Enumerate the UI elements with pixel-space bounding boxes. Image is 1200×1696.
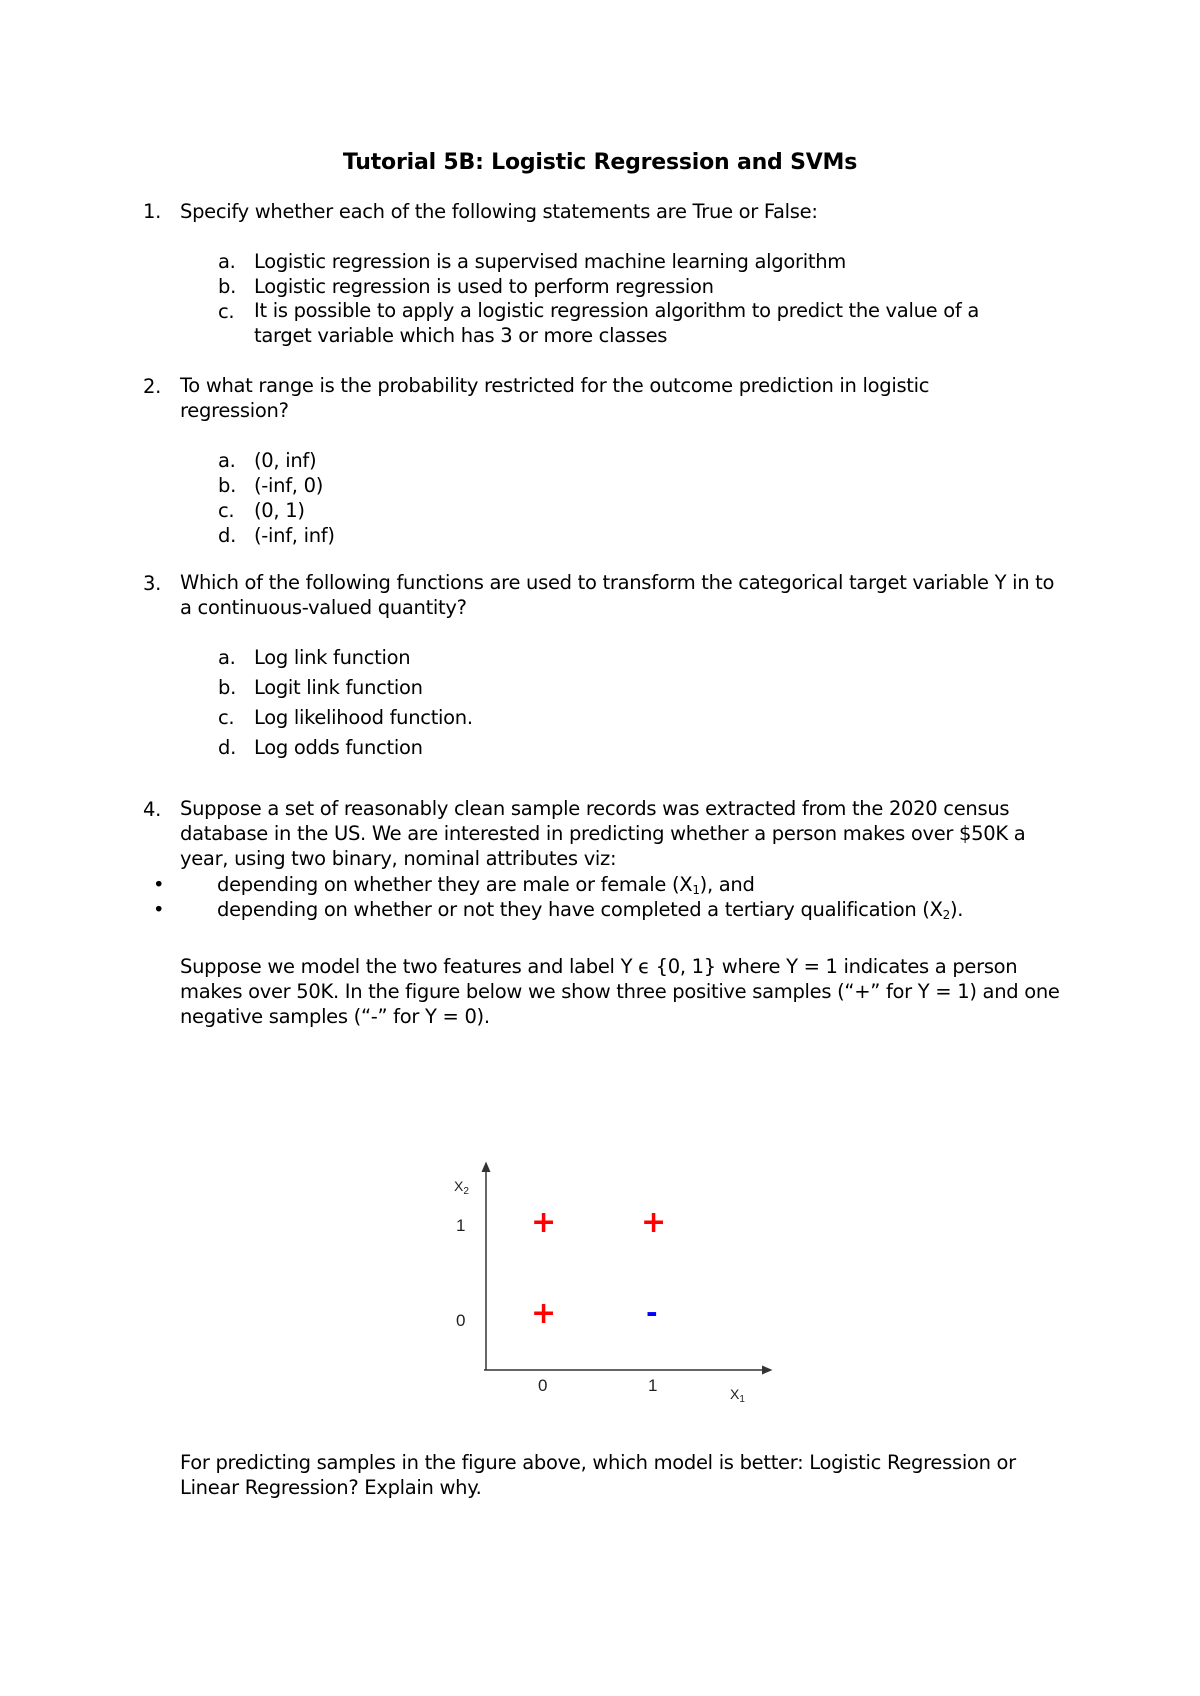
negative-sample-marker: - — [646, 1296, 658, 1329]
question-1 — [143, 198, 1063, 225]
option-text: (0, inf) — [254, 449, 317, 472]
option-letter: c. — [218, 706, 235, 729]
option-3c — [218, 704, 1038, 731]
question-text: Suppose a set of reasonably clean sample records was extracted from the 2020 census database in the US. We are interested in predicting whether a person makes over $50K a year, using two binary, nominal attributes viz: — [180, 797, 1026, 870]
option-3a — [218, 644, 1038, 671]
option-text: Logistic regression is used to perform regression — [254, 275, 714, 298]
option-2c — [218, 497, 1038, 524]
option-text: Log likelihood function. — [254, 706, 473, 729]
option-1c — [218, 298, 1018, 348]
option-2b — [218, 472, 1038, 499]
question-number: 3. — [143, 572, 162, 595]
option-text: Log odds function — [254, 736, 423, 759]
y-tick-1: 1 — [456, 1216, 466, 1235]
question-text: Which of the following functions are used to transform the categorical target variable Y in to a continuous-valued quantity? — [180, 571, 1055, 619]
option-text: Logistic regression is a supervised machine learning algorithm — [254, 250, 846, 273]
option-text: (-inf, inf) — [254, 524, 335, 547]
option-letter: c. — [218, 499, 235, 522]
positive-sample-marker: + — [531, 1205, 557, 1240]
y-tick-0: 0 — [456, 1311, 466, 1330]
option-letter: d. — [218, 736, 236, 759]
option-letter: c. — [218, 300, 235, 323]
option-text: It is possible to apply a logistic regression algorithm to predict the value of a target variable which has 3 or more classes — [254, 299, 979, 347]
scatter-figure — [440, 1150, 790, 1430]
option-text: (-inf, 0) — [254, 474, 323, 497]
bullet-icon: • — [153, 898, 165, 921]
positive-sample-marker: + — [641, 1205, 667, 1240]
option-letter: d. — [218, 524, 236, 547]
option-1a — [218, 248, 1038, 275]
question-number: 4. — [143, 798, 162, 821]
y-axis-label: $X_2$ — [454, 1178, 469, 1197]
question-text: To what range is the probability restricted for the outcome prediction in logistic regression? — [180, 374, 930, 422]
question-4 — [143, 796, 1073, 871]
question-number: 2. — [143, 375, 162, 398]
option-1b — [218, 273, 1038, 300]
question-number: 1. — [143, 200, 162, 223]
option-3d — [218, 734, 1038, 761]
bullet-icon: • — [153, 873, 165, 896]
x-tick-1: 1 — [648, 1376, 658, 1395]
positive-sample-marker: + — [531, 1296, 557, 1331]
option-2d — [218, 522, 1038, 549]
option-letter: b. — [218, 474, 236, 497]
question-text: Specify whether each of the following statements are True or False: — [180, 200, 818, 223]
option-text: Logit link function — [254, 676, 423, 699]
option-text: (0, 1) — [254, 499, 305, 522]
option-letter: b. — [218, 275, 236, 298]
option-text: Log link function — [254, 646, 411, 669]
option-letter: a. — [218, 250, 236, 273]
x-axis-label: $X_1$ — [730, 1386, 745, 1405]
question-2 — [143, 373, 973, 423]
x-tick-0: 0 — [538, 1376, 548, 1395]
option-3b — [218, 674, 1038, 701]
paragraph-question-prompt: For predicting samples in the figure above, which model is better: Logistic Regression or Linear Regression? Explain why. — [180, 1451, 1016, 1499]
bullet-item-2 — [153, 896, 1053, 929]
option-letter: b. — [218, 676, 236, 699]
option-letter: a. — [218, 646, 236, 669]
bullet-text: depending on whether they are male or female $(X_1)$, and — [217, 873, 755, 897]
bullet-text: depending on whether or not they have completed a tertiary qualification $(X_2)$. — [217, 898, 964, 922]
paragraph-model-description: Suppose we model the two features and label Y ϵ {0, 1} where Y = 1 indicates a person makes over 50K. In the figure below we show three positive samples (“+” for Y = 1) and one negative samples (“-” for Y = 0). — [180, 955, 1060, 1028]
option-2a — [218, 447, 1038, 474]
page-title: Tutorial 5B: Logistic Regression and SVMs — [342, 150, 858, 175]
option-letter: a. — [218, 449, 236, 472]
question-3 — [143, 570, 1063, 620]
